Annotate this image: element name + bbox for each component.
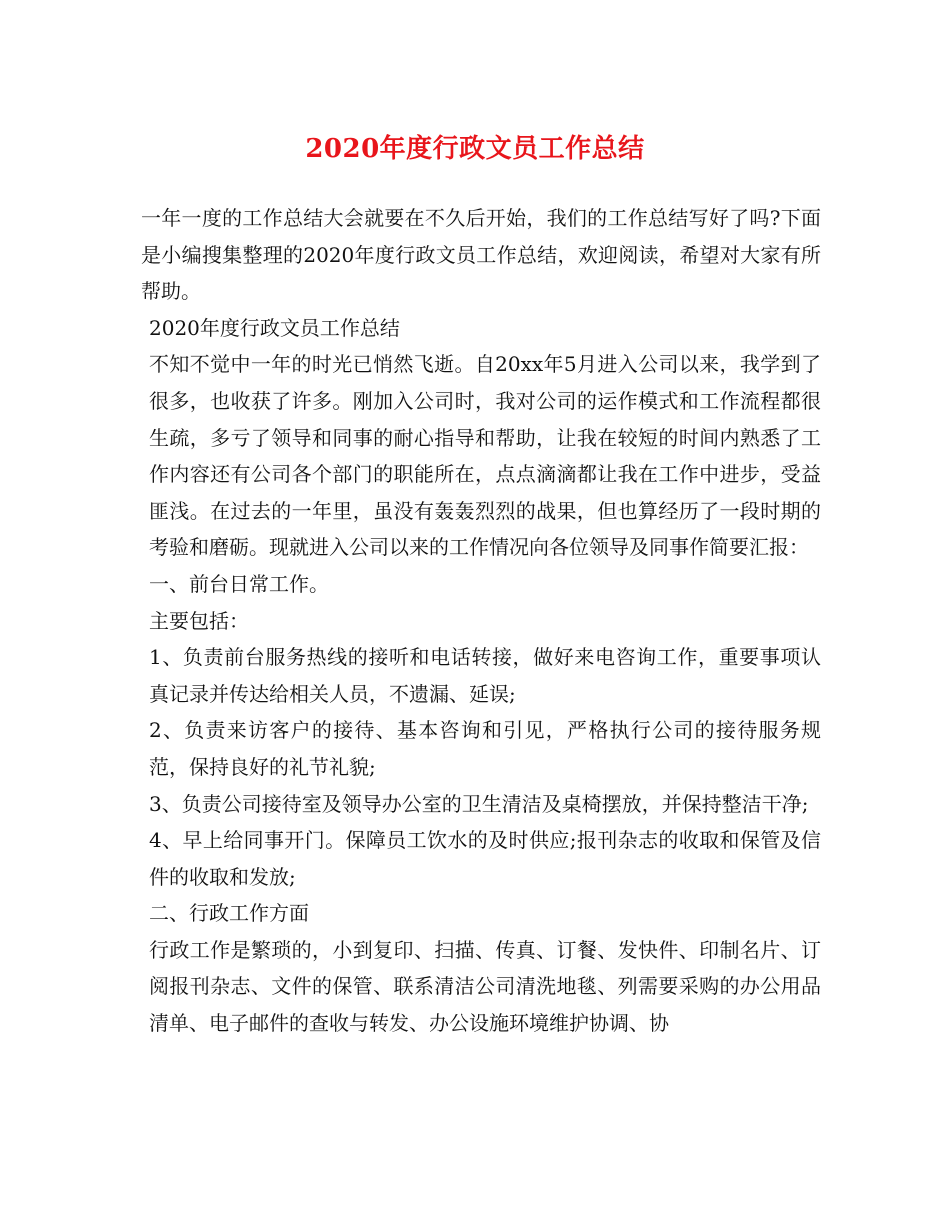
- list-item: 2、负责来访客户的接待、基本咨询和引见，严格执行公司的接待服务规范，保持良好的礼节礼貌;: [149, 718, 821, 779]
- document-body: [141, 200, 821, 1042]
- section-heading: 2020年度行政文员工作总结: [149, 315, 400, 340]
- list-intro: 主要包括：: [149, 608, 249, 633]
- section-heading-admin: 二、行政工作方面: [149, 901, 309, 926]
- body-paragraph: 不知不觉中一年的时光已悄然飞逝。自20xx年5月进入公司以来，我学到了很多，也收获了许多。刚加入公司时，我对公司的运作模式和工作流程都很生疏，多亏了领导和同事的耐心指导和帮助，让我在较短的时间内熟悉了工作内容还有公司各个部门的职能所在，点点滴滴都让我在工作中进步，受益匪浅。在过去的一年里，虽没有轰轰烈烈的战果，但也算经历了一段时期的考验和磨砺。现就进入公司以来的工作情况向各位领导及同事作简要汇报：: [149, 352, 821, 560]
- list-item: 3、负责公司接待室及领导办公室的卫生清洁及桌椅摆放，并保持整洁干净;: [149, 791, 809, 816]
- list-item: 4、早上给同事开门。保障员工饮水的及时供应;报刊杂志的收取和保管及信件的收取和发放;: [149, 828, 821, 889]
- list-item: 1、负责前台服务热线的接听和电话转接，做好来电咨询工作，重要事项认真记录并传达给相关人员，不遗漏、延误;: [149, 645, 821, 706]
- body-paragraph: 行政工作是繁琐的，小到复印、扫描、传真、订餐、发快件、印制名片、订阅报刊杂志、文件的保管、联系清洁公司清洗地毯、列需要采购的办公用品清单、电子邮件的查收与转发、办公设施环境维护协调、协: [149, 937, 821, 1036]
- section-heading-front-desk: 一、前台日常工作。: [149, 571, 329, 596]
- intro-paragraph: 一年一度的工作总结大会就要在不久后开始，我们的工作总结写好了吗?下面是小编搜集整理的2020年度行政文员工作总结，欢迎阅读，希望对大家有所帮助。: [141, 206, 821, 304]
- document-title: 2020年度行政文员工作总结: [305, 134, 645, 164]
